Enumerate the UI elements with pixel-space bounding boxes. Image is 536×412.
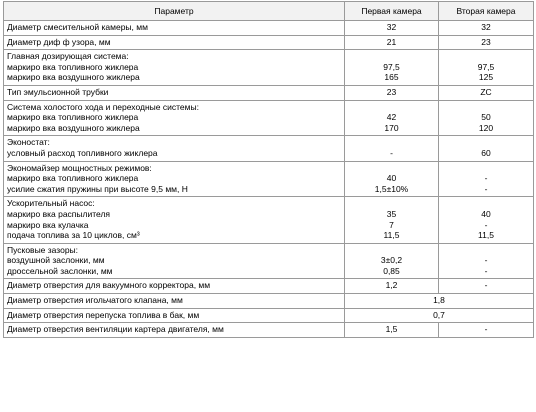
spec-table-container [3,1,534,338]
value-cell-both-chambers: 1,8 [345,294,534,309]
value-cell-both-chambers: 0,7 [345,308,534,323]
param-line: Диаметр смесительной камеры, мм [7,22,148,32]
second-chamber-cell [439,161,534,197]
value-line: 23 [386,86,397,97]
value-line: 21 [386,36,397,47]
param-line: Пусковые зазоры: [7,244,79,255]
table-row [4,279,534,294]
first-chamber-cell [345,21,439,36]
param-line: маркиро вка распылителя [7,208,111,219]
table-row [4,243,534,279]
value-line [348,245,435,256]
value-line: 1,2 [385,280,398,291]
value-line: - [484,219,488,230]
first-chamber-cell [345,279,439,294]
value-line [442,198,530,209]
table-row-merged [4,308,534,323]
second-chamber-cell: - [439,323,534,338]
param-cell [4,197,345,243]
value-line: 40 [386,173,397,184]
second-chamber-cell [439,100,534,136]
first-chamber-cell [345,100,439,136]
value-line: 0,85 [383,265,400,276]
value-line: 7 [389,219,394,230]
second-chamber-cell [439,85,534,100]
first-chamber-cell [345,85,439,100]
first-chamber-cell [345,243,439,279]
value-line: 23 [481,36,491,47]
second-chamber-cell [439,279,534,294]
value-line [442,102,530,113]
value-line: 1,5±10% [374,183,409,194]
value-line: - [484,183,488,194]
second-chamber-cell [439,136,534,161]
value-line: 32 [386,22,397,32]
value-line [348,137,435,148]
table-row [4,21,534,36]
param-line: Система холостого хода и переходные системы: [7,101,199,112]
value-line: 35 [386,208,397,219]
table-row [4,323,534,338]
param-line: Главная дозирующая система: [7,51,129,62]
param-line: Диаметр диф ф узора, мм [7,36,111,47]
param-cell [4,279,345,294]
table-row [4,100,534,136]
value-line: 32 [481,22,491,32]
param-cell: Диаметр отверстия игольчатого клапана, мм [4,294,345,309]
header-first-chamber: Первая камера [345,2,439,21]
param-line: маркиро вка кулачка [7,219,89,230]
param-cell [4,161,345,197]
first-chamber-cell: 1,5 [345,323,439,338]
value-line: 3±0,2 [380,255,403,266]
value-line: 120 [478,122,494,133]
second-chamber-cell [439,50,534,86]
table-row [4,161,534,197]
value-line: 97,5 [477,61,495,72]
value-line: 42 [386,112,397,123]
param-line: условный расход топливного жиклера [7,147,158,158]
param-line: Ускорительный насос: [7,198,95,209]
value-line: 11,5 [478,230,494,241]
value-line: 11,5 [383,230,400,241]
value-line: - [484,173,488,184]
param-cell [4,50,345,86]
value-line: ZC [480,86,492,97]
table-row [4,136,534,161]
value-line: - [484,265,488,276]
param-line: Эконостат: [7,137,50,148]
value-line [442,163,530,174]
param-cell [4,243,345,279]
param-cell: Диаметр отверстия перепуска топлива в бак, мм [4,308,345,323]
param-line: Диаметр отверстия для вакуумного корректора, мм [7,280,211,291]
first-chamber-cell [345,35,439,50]
param-line: Экономайзер мощностных режимов: [7,162,152,173]
param-line: маркиро вка воздушного жиклера [7,122,140,133]
param-line: подача топлива за 10 циклов, см³ [7,230,140,241]
value-line: 50 [481,112,491,123]
param-line: воздушной заслонки, мм [7,255,105,266]
value-line: 165 [384,72,399,83]
table-row-merged [4,294,534,309]
param-line: Тип эмульсионной трубки [7,86,109,97]
value-line: - [484,280,488,291]
param-line: маркиро вка воздушного жиклера [7,72,140,83]
first-chamber-cell [345,197,439,243]
header-param: Параметр [4,2,345,21]
param-cell [4,136,345,161]
second-chamber-cell [439,243,534,279]
second-chamber-cell [439,197,534,243]
second-chamber-cell [439,35,534,50]
value-line [348,163,435,174]
value-line [348,198,435,209]
value-line [348,51,435,62]
param-cell [4,85,345,100]
value-line: 60 [481,147,491,158]
value-line: 40 [481,208,491,219]
param-line: усилие сжатия пружины при высоте 9,5 мм, Н [7,183,188,194]
param-line: дроссельной заслонки, мм [7,265,113,276]
param-cell [4,21,345,36]
value-line: 97,5 [383,61,400,72]
table-row [4,35,534,50]
param-cell [4,100,345,136]
param-cell: Диаметр отверстия вентиляции картера двигателя, мм [4,323,345,338]
value-line: 125 [478,72,494,83]
value-line: 170 [384,122,399,133]
table-row [4,197,534,243]
param-line: маркиро вка топливного жиклера [7,61,139,72]
table-body [4,21,534,338]
table-row [4,85,534,100]
table-header-row [4,2,534,21]
param-line: маркиро вка топливного жиклера [7,173,139,184]
value-line [442,137,530,148]
first-chamber-cell [345,161,439,197]
value-line: - [484,255,488,266]
param-line: маркиро вка топливного жиклера [7,112,139,123]
first-chamber-cell [345,136,439,161]
first-chamber-cell [345,50,439,86]
carburetor-spec-table [3,1,534,338]
value-line: - [390,147,393,158]
header-second-chamber: Вторая камера [439,2,534,21]
param-cell [4,35,345,50]
value-line [442,51,530,62]
second-chamber-cell [439,21,534,36]
table-row [4,50,534,86]
value-line [348,102,435,113]
value-line [442,245,530,256]
